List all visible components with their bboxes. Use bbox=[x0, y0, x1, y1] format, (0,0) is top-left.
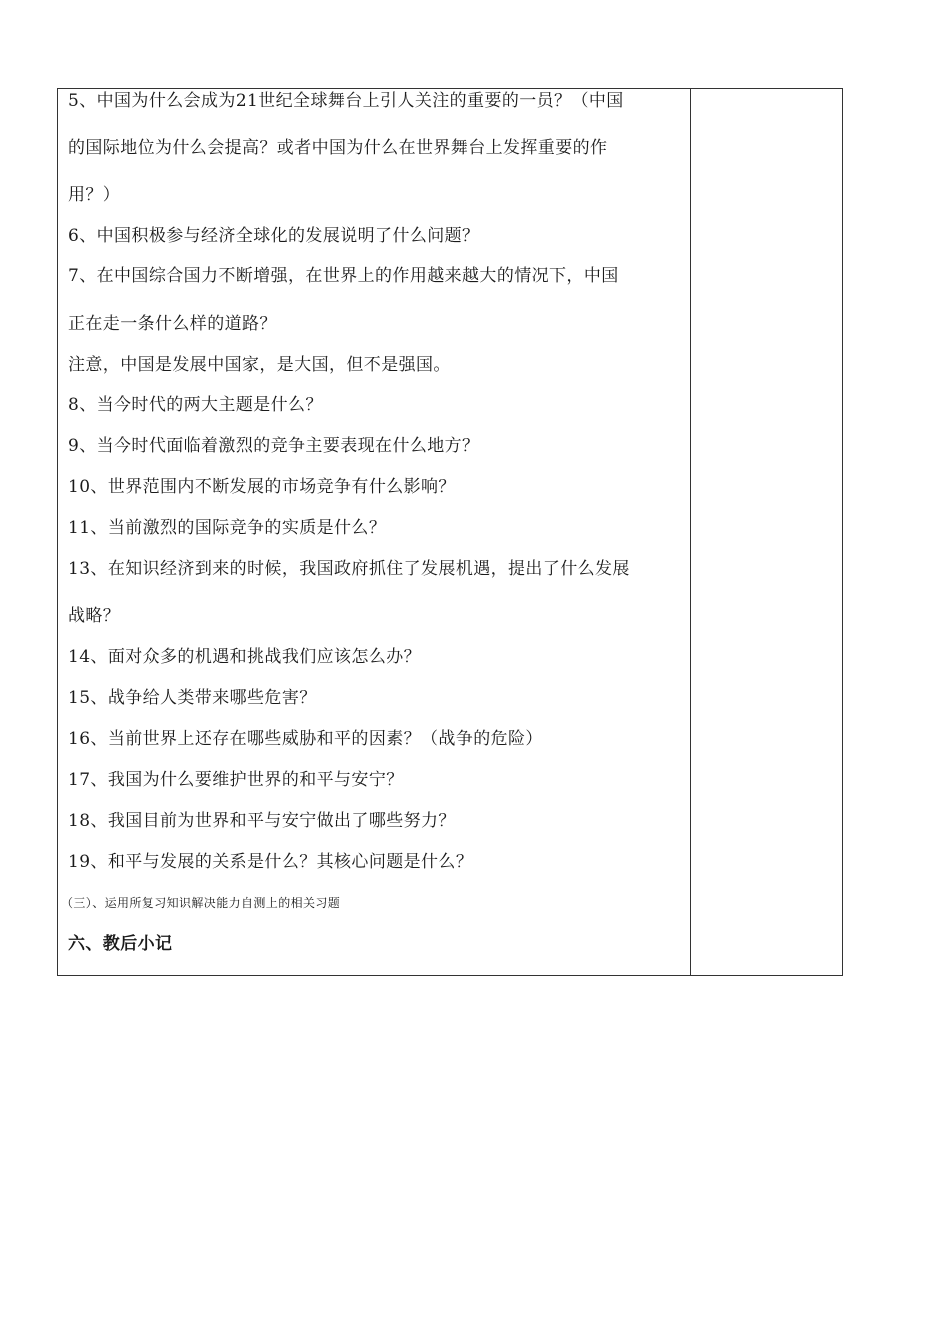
question-5-line-1: 5、中国为什么会成为21世纪全球舞台上引人关注的重要的一员？（中国 bbox=[68, 91, 624, 111]
question-5-line-2: 的国际地位为什么会提高？或者中国为什么在世界舞台上发挥重要的作 bbox=[68, 138, 608, 158]
question-6: 6、中国积极参与经济全球化的发展说明了什么问题？ bbox=[68, 226, 480, 246]
question-10: 10、世界范围内不断发展的市场竞争有什么影响？ bbox=[68, 477, 456, 497]
question-18: 18、我国目前为世界和平与安宁做出了哪些努力？ bbox=[68, 811, 456, 831]
question-11: 11、当前激烈的国际竞争的实质是什么？ bbox=[68, 518, 387, 538]
question-15: 15、战争给人类带来哪些危害？ bbox=[68, 688, 317, 708]
note-line: 注意，中国是发展中国家，是大国，但不是强国。 bbox=[68, 355, 451, 375]
question-7-line-1: 7、在中国综合国力不断增强，在世界上的作用越来越大的情况下，中国 bbox=[68, 266, 619, 286]
notes-cell bbox=[691, 89, 842, 975]
section-six-heading: 六、教后小记 bbox=[68, 934, 173, 954]
question-13-line-2: 战略？ bbox=[68, 606, 121, 626]
question-9: 9、当今时代面临着激烈的竞争主要表现在什么地方？ bbox=[68, 436, 480, 456]
question-19: 19、和平与发展的关系是什么？其核心问题是什么？ bbox=[68, 852, 474, 872]
section-three-heading: （三）、运用所复习知识解决能力自测上的相关习题 bbox=[61, 896, 341, 910]
question-14: 14、面对众多的机遇和挑战我们应该怎么办？ bbox=[68, 647, 422, 667]
question-8: 8、当今时代的两大主题是什么？ bbox=[68, 395, 323, 415]
content-table bbox=[57, 88, 843, 976]
question-5-line-3: 用？） bbox=[68, 185, 121, 205]
question-7-line-2: 正在走一条什么样的道路？ bbox=[68, 314, 277, 334]
questions-cell bbox=[58, 89, 691, 975]
question-17: 17、我国为什么要维护世界的和平与安宁？ bbox=[68, 770, 404, 790]
question-16: 16、当前世界上还存在哪些威胁和平的因素？（战争的危险） bbox=[68, 729, 543, 749]
question-13-line-1: 13、在知识经济到来的时候，我国政府抓住了发展机遇，提出了什么发展 bbox=[68, 559, 630, 579]
